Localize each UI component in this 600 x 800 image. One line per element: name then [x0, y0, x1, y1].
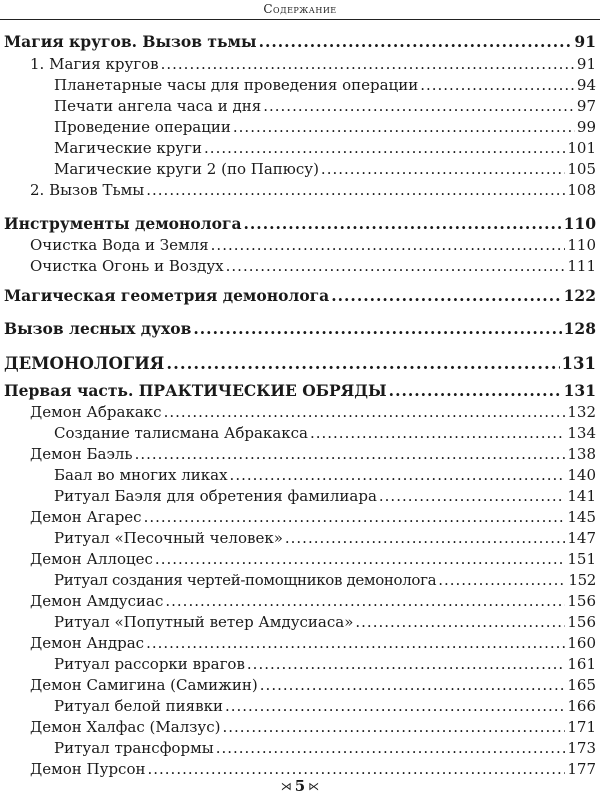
toc-entry-page: 99 [576, 118, 596, 136]
toc-entry[interactable] [54, 612, 596, 632]
toc-entry[interactable] [54, 654, 596, 674]
toc-entry[interactable] [54, 138, 596, 158]
toc-entry-title: Демон Баэль [30, 445, 133, 463]
header-title: Содержание [263, 2, 337, 16]
ornament-right-icon: ⋉ [308, 780, 320, 793]
toc-entry[interactable] [54, 159, 596, 179]
toc-entry[interactable] [54, 528, 596, 548]
toc-entry[interactable] [4, 319, 596, 339]
toc-entry-page: 101 [567, 139, 596, 157]
toc-leader-dots [285, 528, 565, 548]
toc-entry-title: 1. Магия кругов [30, 55, 159, 73]
toc-entry[interactable] [30, 235, 596, 255]
toc-entry-page: 156 [567, 613, 596, 631]
toc-entry[interactable] [30, 180, 596, 200]
toc-entry[interactable] [54, 117, 596, 137]
toc-entry-page: 147 [567, 529, 596, 547]
toc-entry-title: Демон Аллоцес [30, 550, 153, 568]
toc-leader-dots [164, 402, 566, 422]
toc-entry[interactable] [54, 423, 596, 443]
toc-leader-dots [193, 319, 561, 339]
toc-entry-page: 128 [563, 319, 596, 338]
toc-entry-title: Ритуал Баэля для обретения фамилиара [54, 487, 377, 505]
toc-entry-page: 91 [576, 55, 596, 73]
toc-leader-dots [226, 256, 566, 276]
toc-leader-dots [225, 696, 565, 716]
toc-leader-dots [222, 717, 565, 737]
toc-entry-page: 110 [563, 214, 596, 233]
toc-entry-title: Первая часть. ПРАКТИЧЕСКИЕ ОБРЯДЫ [4, 381, 387, 400]
toc-leader-dots [379, 486, 565, 506]
toc-entry-page: 166 [567, 697, 596, 715]
running-header [0, 0, 600, 20]
toc-entry[interactable] [30, 402, 596, 422]
toc-leader-dots [389, 381, 562, 401]
toc-leader-dots [230, 465, 566, 485]
toc-leader-dots [260, 675, 566, 695]
toc-leader-dots [244, 214, 562, 234]
toc-entry-page: 97 [576, 97, 596, 115]
ornament-left-icon: ⋊ [280, 780, 292, 793]
toc-entry-title: Магическая геометрия демонолога [4, 286, 330, 305]
toc-entry-page: 156 [567, 592, 596, 610]
toc-entry-title: Инструменты демонолога [4, 214, 242, 233]
toc-entry-page: 122 [563, 286, 596, 305]
toc-entry-page: 152 [568, 571, 596, 589]
toc-entry-title: ДЕМОНОЛОГИЯ [4, 354, 165, 373]
toc-entry[interactable] [54, 738, 596, 758]
toc-entry-page: 145 [567, 508, 596, 526]
toc-entry-title: Ритуал «Песочный человек» [54, 529, 283, 547]
toc-entry-page: 141 [567, 487, 596, 505]
toc-entry[interactable] [30, 549, 596, 569]
toc-entry-title: Ритуал рассорки врагов [54, 655, 245, 673]
page-footer [0, 776, 600, 797]
toc-entry-title: Магические круги [54, 139, 203, 157]
toc-entry-page: 171 [567, 718, 596, 736]
toc-entry-page: 131 [561, 354, 596, 373]
toc-entry-page: 110 [567, 236, 596, 254]
toc-entry-title: Планетарные часы для проведения операции [54, 76, 419, 94]
toc-entry-page: 134 [567, 424, 596, 442]
toc-entry[interactable] [4, 381, 596, 401]
toc-entry[interactable] [30, 717, 596, 737]
toc-entry-title: Демон Агарес [30, 508, 142, 526]
toc-entry-page: 108 [567, 181, 596, 199]
toc-leader-dots [259, 32, 573, 52]
toc-entry-title: Проведение операции [54, 118, 231, 136]
toc-entry[interactable] [54, 486, 596, 506]
toc-leader-dots [204, 138, 565, 158]
toc-entry-title: Ритуал «Попутный ветер Амдусиаса» [54, 613, 354, 631]
toc-entry-page: 165 [567, 676, 596, 694]
toc-leader-dots [211, 235, 566, 255]
toc-entry-title: Ритуал трансформы [54, 739, 214, 757]
toc-entry-title: Магия кругов. Вызов тьмы [4, 32, 257, 51]
toc-entry-page: 173 [567, 739, 596, 757]
toc-leader-dots [310, 423, 565, 443]
toc-entry[interactable] [30, 54, 596, 74]
toc-entry-title: Ритуал белой пиявки [54, 697, 223, 715]
toc-leader-dots [331, 286, 561, 306]
toc-entry-title: Демон Халфас (Малзус) [30, 718, 221, 736]
toc-leader-dots [155, 549, 565, 569]
toc-entry-page: 131 [563, 381, 596, 400]
toc-entry-page: 132 [567, 403, 596, 421]
toc-leader-dots [146, 633, 565, 653]
toc-entry[interactable] [54, 570, 596, 590]
toc-entry-title: Печати ангела часа и дня [54, 97, 262, 115]
toc-entry[interactable] [4, 32, 596, 52]
toc-entry[interactable] [30, 256, 596, 276]
toc-entry-page: 140 [567, 466, 596, 484]
toc-leader-dots [355, 612, 565, 632]
toc-entry[interactable] [54, 75, 596, 95]
toc-entry[interactable] [30, 444, 596, 464]
toc-entry[interactable] [54, 465, 596, 485]
toc-leader-dots [263, 96, 575, 116]
toc-entry-page: 160 [567, 634, 596, 652]
toc-entry[interactable] [30, 591, 596, 611]
toc-entry[interactable] [4, 354, 596, 374]
page-number: 5 [294, 777, 306, 795]
toc-leader-dots [144, 507, 566, 527]
toc-entry-page: 151 [567, 550, 596, 568]
toc-entry-title: Создание талисмана Абракакса [54, 424, 308, 442]
toc-entry-page: 105 [567, 160, 596, 178]
toc-leader-dots [438, 570, 566, 590]
toc-entry-title: Вызов лесных духов [4, 319, 192, 338]
toc-entry[interactable] [4, 214, 596, 234]
toc-leader-dots [247, 654, 565, 674]
toc-entry-title: Демон Амдусиас [30, 592, 164, 610]
toc-entry-page: 94 [576, 76, 596, 94]
toc-entry-page: 161 [567, 655, 596, 673]
toc-entry-title: Очистка Огонь и Воздух [30, 257, 224, 275]
toc-entry-page: 91 [574, 32, 596, 51]
toc-leader-dots [166, 354, 559, 374]
toc-entry-page: 111 [567, 257, 596, 275]
toc-entry[interactable] [30, 633, 596, 653]
toc-entry-title: Ритуал создания чертей-помощников демонолога [54, 571, 437, 589]
toc-entry[interactable] [4, 286, 596, 306]
toc-leader-dots [321, 159, 565, 179]
toc-entry[interactable] [30, 507, 596, 527]
toc-entry-title: Магические круги 2 (по Папюсу) [54, 160, 319, 178]
toc-leader-dots [233, 117, 575, 137]
toc-leader-dots [216, 738, 566, 758]
toc-entry-title: Баал во многих ликах [54, 466, 228, 484]
toc-entry-title: Очистка Вода и Земля [30, 236, 209, 254]
toc-entry[interactable] [54, 96, 596, 116]
toc-entry-page: 138 [567, 445, 596, 463]
toc-entry-title: Демон Пурсон [30, 760, 146, 778]
toc-leader-dots [420, 75, 575, 95]
toc-entry-title: Демон Самигина (Самижин) [30, 676, 258, 694]
toc-entry-title: Демон Андрас [30, 634, 145, 652]
toc-leader-dots [146, 180, 565, 200]
toc-leader-dots [165, 591, 565, 611]
toc-entry[interactable] [54, 696, 596, 716]
toc-entry-page: 177 [567, 760, 596, 778]
toc-entry-title: Демон Абракакс [30, 403, 162, 421]
toc-entry-title: 2. Вызов Тьмы [30, 181, 145, 199]
toc-entry[interactable] [30, 675, 596, 695]
toc-leader-dots [135, 444, 566, 464]
header-divider [0, 19, 600, 20]
toc-leader-dots [161, 54, 575, 74]
